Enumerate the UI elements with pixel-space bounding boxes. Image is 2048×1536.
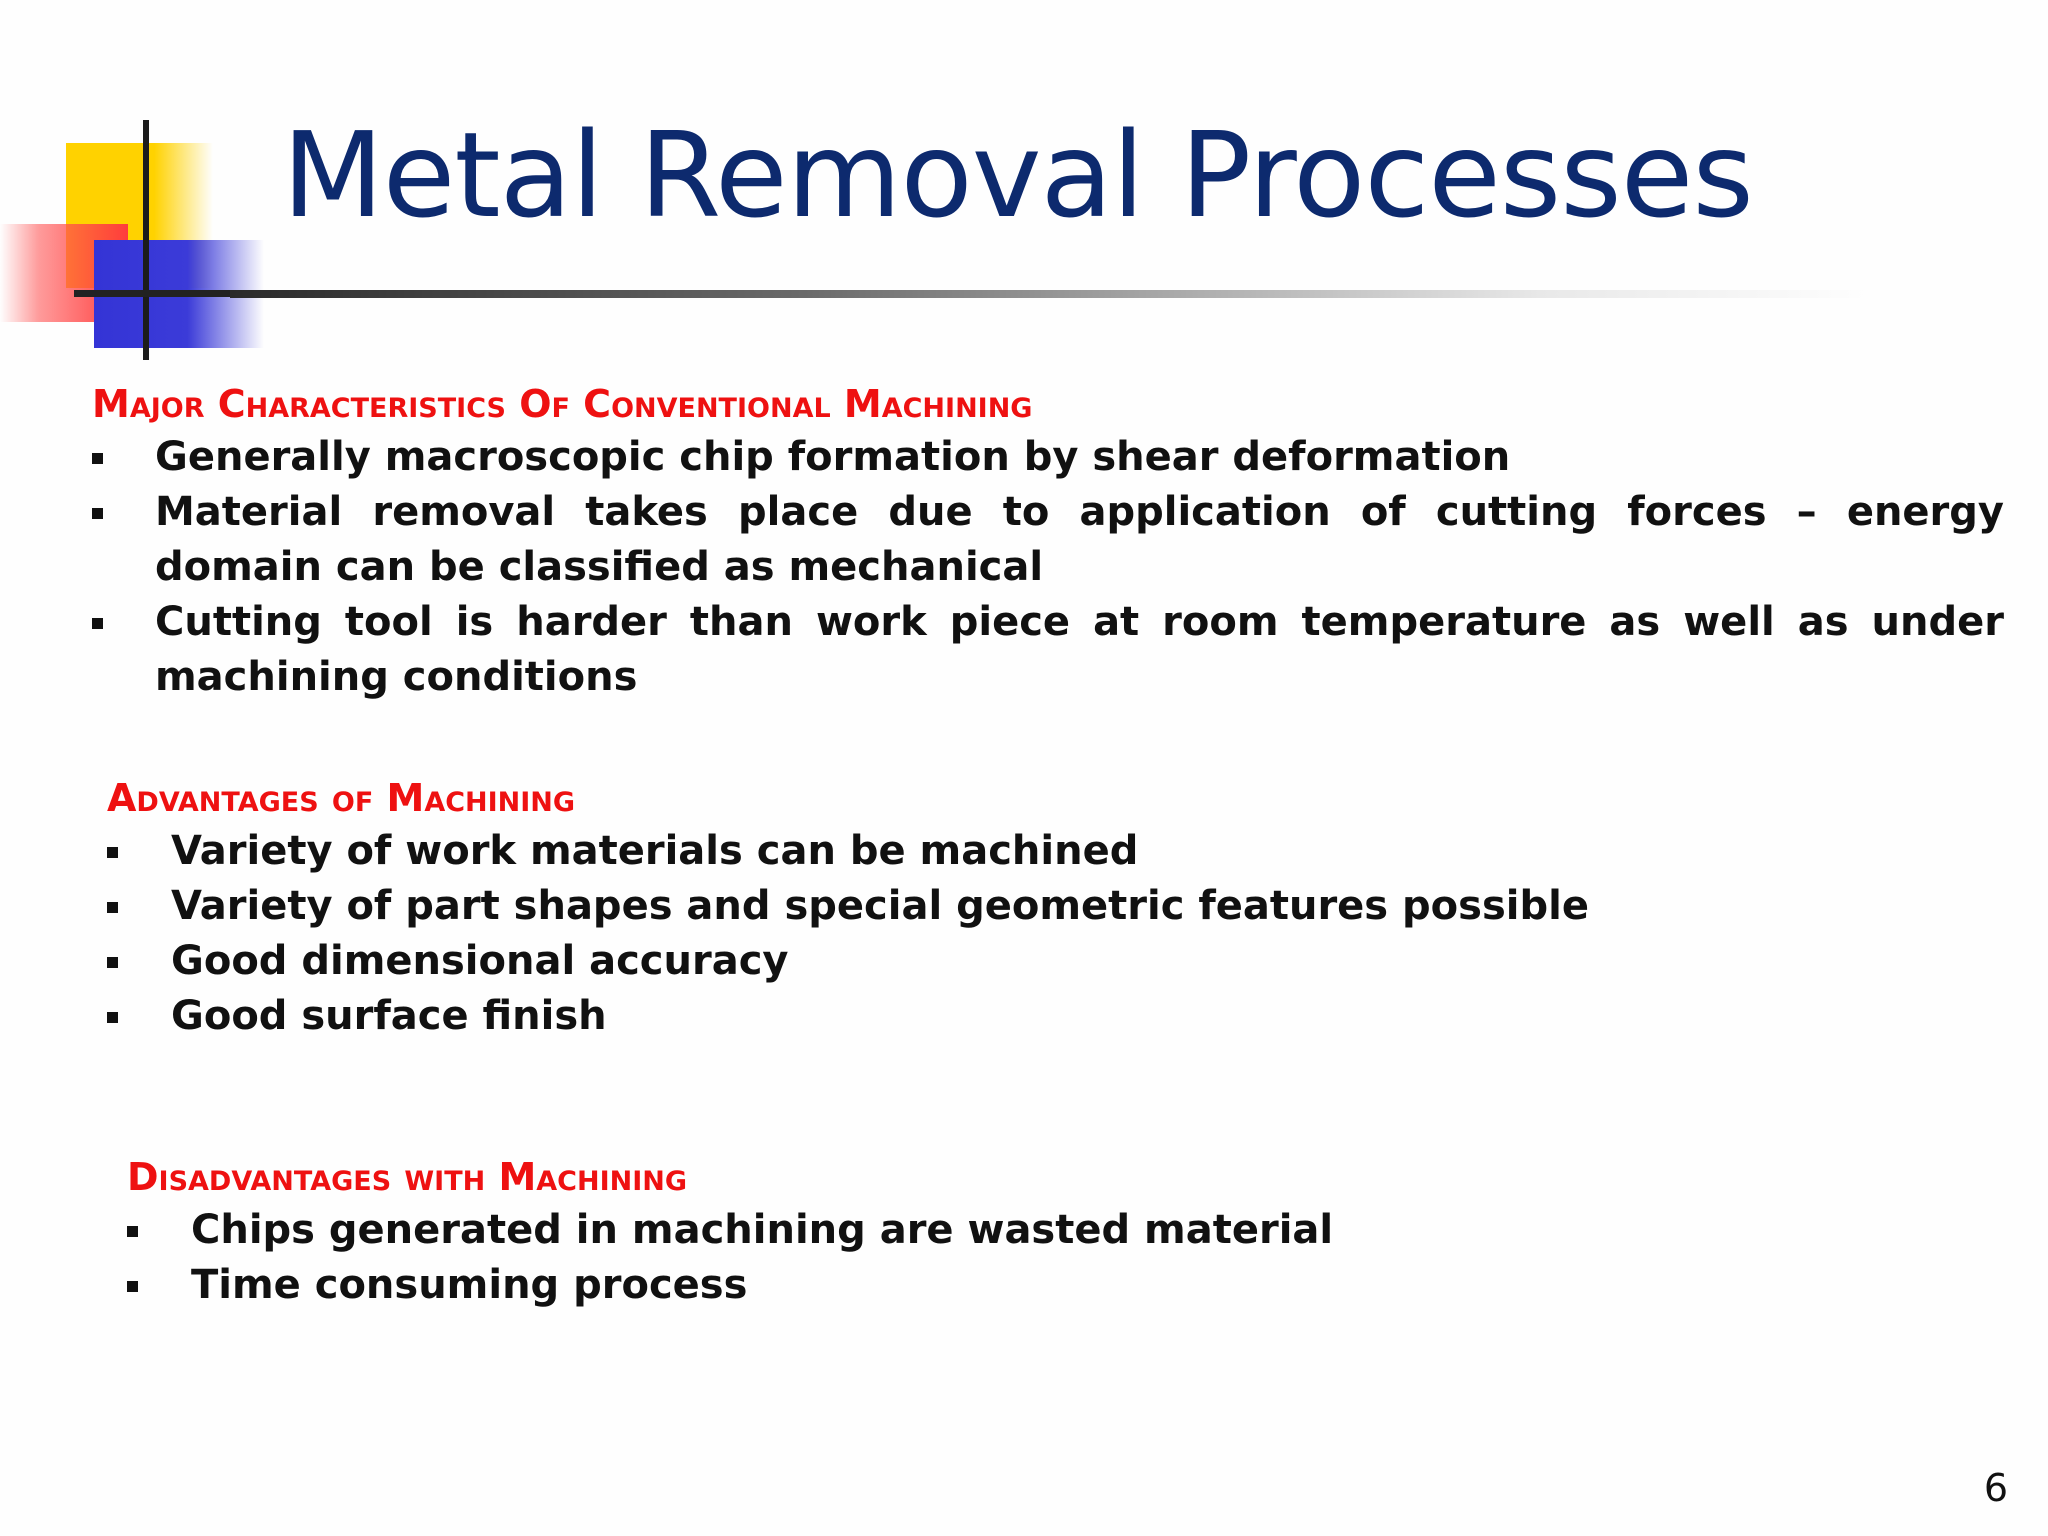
list-item xyxy=(107,824,1807,879)
square-bullet-icon xyxy=(92,453,103,464)
characteristics-section xyxy=(92,378,2004,705)
list-item-text: Material removal takes place due to application of cutting forces – energy domain can be classified as mechanical xyxy=(155,489,2004,590)
list-item xyxy=(107,934,1807,989)
advantages-heading: Advantages of Machining xyxy=(107,776,576,820)
square-bullet-icon xyxy=(127,1226,138,1237)
title-underline-rule xyxy=(230,290,1870,298)
logo-vertical-line xyxy=(143,120,149,360)
square-bullet-icon xyxy=(92,618,103,629)
list-item xyxy=(127,1203,1627,1258)
square-bullet-icon xyxy=(92,508,103,519)
square-bullet-icon xyxy=(107,957,118,968)
list-item xyxy=(127,1258,1627,1313)
square-bullet-icon xyxy=(107,902,118,913)
list-item xyxy=(107,879,1807,934)
list-item-text: Time consuming process xyxy=(191,1262,748,1308)
disadvantages-heading: Disadvantages with Machining xyxy=(127,1155,688,1199)
disadvantages-section xyxy=(127,1151,1627,1313)
characteristics-list xyxy=(92,430,2004,705)
list-item xyxy=(92,485,2004,595)
characteristics-heading: Major Characteristics Of Conventional Machining xyxy=(92,382,1033,426)
list-item xyxy=(92,595,2004,705)
list-item-text: Variety of work materials can be machined xyxy=(171,828,1139,874)
logo-horizontal-line xyxy=(74,290,254,297)
list-item-text: Good surface finish xyxy=(171,993,607,1039)
square-bullet-icon xyxy=(107,847,118,858)
page-number: 6 xyxy=(1983,1466,2008,1510)
square-bullet-icon xyxy=(127,1281,138,1292)
square-bullet-icon xyxy=(107,1012,118,1023)
advantages-section xyxy=(107,772,1807,1044)
list-item-text: Generally macroscopic chip formation by shear deformation xyxy=(155,434,1511,480)
list-item xyxy=(92,430,2004,485)
page-title: Metal Removal Processes xyxy=(282,106,1753,244)
list-item xyxy=(107,989,1807,1044)
list-item-text: Chips generated in machining are wasted material xyxy=(191,1207,1334,1253)
list-item-text: Good dimensional accuracy xyxy=(171,938,789,984)
list-item-text: Variety of part shapes and special geometric features possible xyxy=(171,883,1589,929)
disadvantages-list xyxy=(127,1203,1627,1313)
advantages-list xyxy=(107,824,1807,1044)
list-item-text: Cutting tool is harder than work piece at room temperature as well as under machining conditions xyxy=(155,599,2004,700)
